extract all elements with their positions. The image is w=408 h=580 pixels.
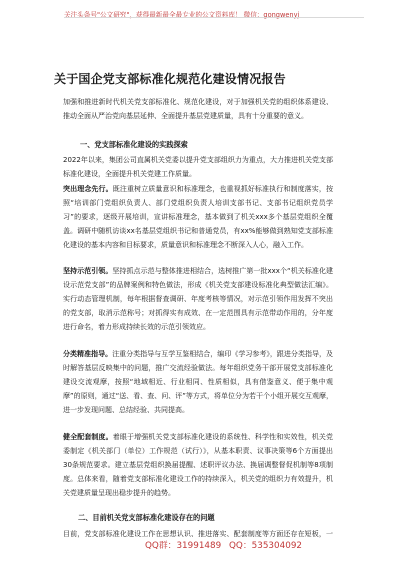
section-1-paragraph: 2022年以来，集团公司直属机关党委以提升党支部组织力为重点，大力推进机关党支部标准化建设，全面提升机关党建工作质量。 bbox=[63, 156, 333, 178]
banner-text: 关注头条号"公文研究"，获得最新最全最专业的公文资料库！ 微信：gongwenyj bbox=[64, 11, 300, 19]
footer bbox=[0, 538, 408, 558]
item-4-text: 着眼于增强机关党支部标准化建设的系统性、科学性和实效性，机关党委制定《机关部门（单位）工作规范（试行）》，从基本职责、议事决策等6个方面提出30条规范要求。建立基层党组织换届提醒、述职评议办法、换届调整督促机制等8项制度。总体来看，随着党支部标准化建设工作的持续深入，机关党的组织力有效提升，机关党建质量呈现出稳步提升的趋势。 bbox=[63, 433, 334, 497]
item-1-text: 既注重树立质量意识和标准理念，也重视抓好标准执行和制度落实，按照“培训部门党组织负责人、部门党组织负责人培训支部书记、支部书记组织党员学习”的要求，逐级开展培训，宣讲标准理念，基本做到了机关xxx多个基层党组织全覆盖。调研中随机访谈xx名基层党组织书记和普通党员，有xx%能够做到熟知党支部标准化建设的基本内容和目标要求，质量意识和标准理念不断深入人心，融入工作。 bbox=[63, 185, 334, 249]
footer-qq-group: QQ群：31991489 bbox=[145, 541, 222, 551]
item-1-paragraph bbox=[63, 182, 333, 252]
item-4-lead: 健全配套制度。 bbox=[63, 433, 113, 441]
section-2-heading: 二、目前机关党支部标准化建设存在的问题 bbox=[78, 513, 215, 522]
item-2-text: 坚持抓点示范与整体推进相结合，选树推广第一批xxx个“机关标准化建设示范党支部”的品牌案例和特色做法，形成《机关党支部建设标准化典型做法汇编》。实行动态管理机制，每年根据督查调研、年度考核等情况，对示范引领作用发挥不突出的党支部，取消示范称号；对抓得实有成效、在一定范围具有示范带动作用的，分年度进行命名，着力形成持续长效的示范引领效应。 bbox=[63, 267, 333, 331]
item-3-text: 注重分类指导与互学互鉴相结合，编印《学习参考》，跟进分类指导，及时解答基层反映集中的问题，推广交流经验做法。每年组织党务干部开展党支部标准化建设交流观摩，按照“地域相近、行业相同、性质相似，具有借鉴意义、便于集中观摩”的原则，通过“送、看、查、问、评”等方式，将单位分为若干个小组开展交互观摩，进一步发现问题、总结经验、共同提高。 bbox=[63, 350, 334, 414]
item-1-lead: 突出理念先行。 bbox=[63, 185, 113, 193]
item-2-lead: 坚持示范引领。 bbox=[63, 267, 113, 275]
item-2-paragraph bbox=[63, 264, 333, 334]
section-1-heading: 一、党支部标准化建设的实践探索 bbox=[80, 140, 188, 149]
item-4-paragraph bbox=[63, 430, 333, 500]
item-3-paragraph bbox=[63, 347, 333, 417]
header-banner bbox=[0, 8, 408, 22]
item-3-lead: 分类精准指导。 bbox=[63, 350, 113, 358]
footer-qq: QQ：535304092 bbox=[229, 541, 303, 551]
header-divider bbox=[64, 17, 364, 18]
intro-paragraph: 加强和推进新时代机关党支部标准化、规范化建设，对于加强机关党的组织体系建设、推动全面从严治党向基层延伸、全面提升基层党建质量，具有十分重要的意义。 bbox=[63, 98, 333, 120]
document-title: 关于国企党支部标准化规范化建设情况报告 bbox=[54, 72, 286, 86]
section-2-paragraph: 目前，党支部标准化建设工作在思想认识、推进落实、配套制度等方面还存在短板，一 bbox=[63, 530, 333, 538]
